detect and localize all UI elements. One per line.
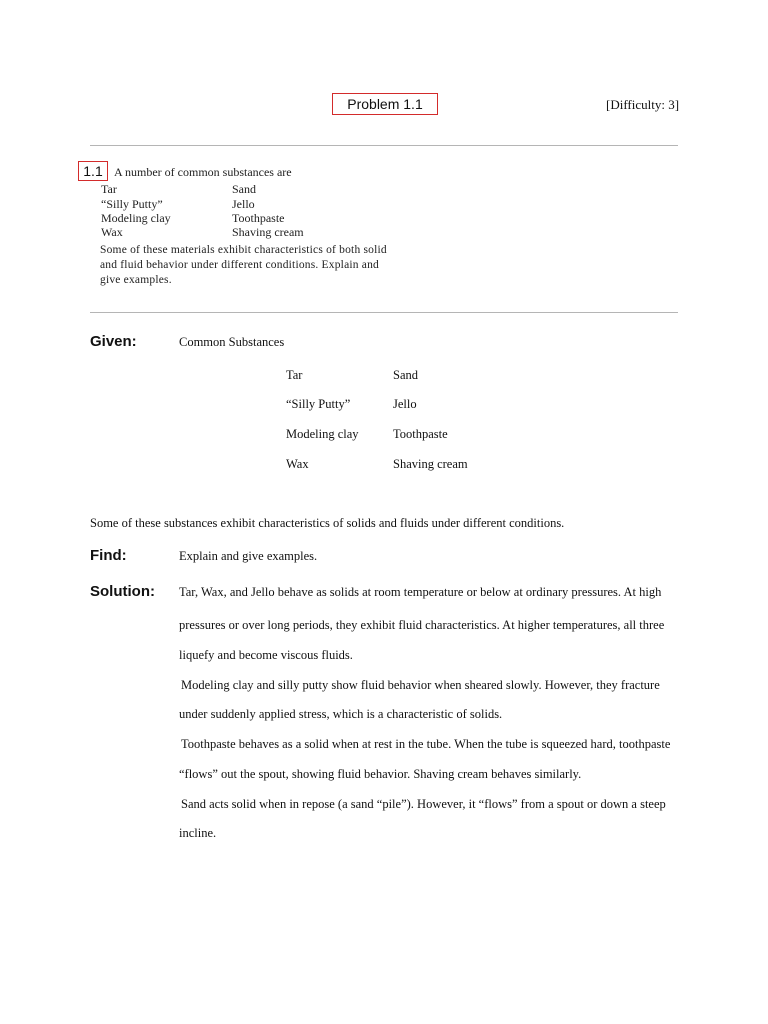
statement-divider	[90, 312, 678, 313]
statement-substance: Wax	[101, 225, 123, 239]
problem-label: Problem 1.1	[347, 96, 423, 112]
statement-substance: Sand	[232, 182, 256, 196]
statement-substance: Modeling clay	[101, 211, 171, 225]
given-note: Some of these substances exhibit characteristics of solids and fluids under different conditions.	[90, 516, 565, 530]
given-substance: Toothpaste	[393, 427, 448, 441]
statement-note-line: and fluid behavior under different conditions. Explain and	[100, 259, 380, 271]
given-substance: Modeling clay	[286, 427, 359, 441]
statement-substance: Shaving cream	[232, 225, 304, 239]
find-text: Explain and give examples.	[179, 549, 318, 563]
given-substance: “Silly Putty”	[286, 397, 351, 411]
statement-note-line: give examples.	[100, 274, 172, 286]
solution-line: Toothpaste behaves as a solid when at rest in the tube. When the tube is squeezed hard, toothpaste	[181, 737, 671, 751]
solution-line: Modeling clay and silly putty show fluid behavior when sheared slowly. However, they fracture	[181, 678, 660, 692]
difficulty-label: [Difficulty: 3]	[606, 97, 680, 112]
statement-substance: Toothpaste	[232, 211, 285, 225]
solution-heading: Solution:	[90, 583, 155, 600]
solution-line: incline.	[179, 826, 217, 840]
solution-line: “flows” out the spout, showing fluid behavior. Shaving cream behaves similarly.	[179, 767, 582, 781]
solution-line: liquefy and become viscous fluids.	[179, 648, 353, 662]
problem-number: 1.1	[83, 163, 103, 179]
given-substance: Tar	[286, 368, 303, 382]
solution-line: under suddenly applied stress, which is a characteristic of solids.	[179, 707, 503, 721]
given-substance: Sand	[393, 368, 418, 382]
solution-line: pressures or over long periods, they exhibit fluid characteristics. At higher temperatures, all three	[179, 618, 665, 632]
given-text: Common Substances	[179, 335, 285, 349]
given-substance: Jello	[393, 397, 417, 411]
problem-label-box	[332, 93, 438, 115]
given-substance: Wax	[286, 457, 309, 471]
find-heading: Find:	[90, 547, 127, 564]
given-heading: Given:	[90, 333, 137, 350]
statement-substance: “Silly Putty”	[101, 197, 163, 211]
statement-substance: Jello	[232, 197, 255, 211]
solution-line: Tar, Wax, and Jello behave as solids at room temperature or below at ordinary pressures. At high	[179, 585, 662, 599]
given-substance: Shaving cream	[393, 457, 468, 471]
problem-number-box	[78, 161, 108, 181]
statement-note-line: Some of these materials exhibit characteristics of both solid	[100, 244, 387, 256]
top-divider	[90, 145, 678, 146]
statement-substance: Tar	[101, 182, 117, 196]
solution-line: Sand acts solid when in repose (a sand “pile”). However, it “flows” from a spout or down a steep	[181, 797, 666, 811]
statement-intro: A number of common substances are	[114, 165, 292, 179]
